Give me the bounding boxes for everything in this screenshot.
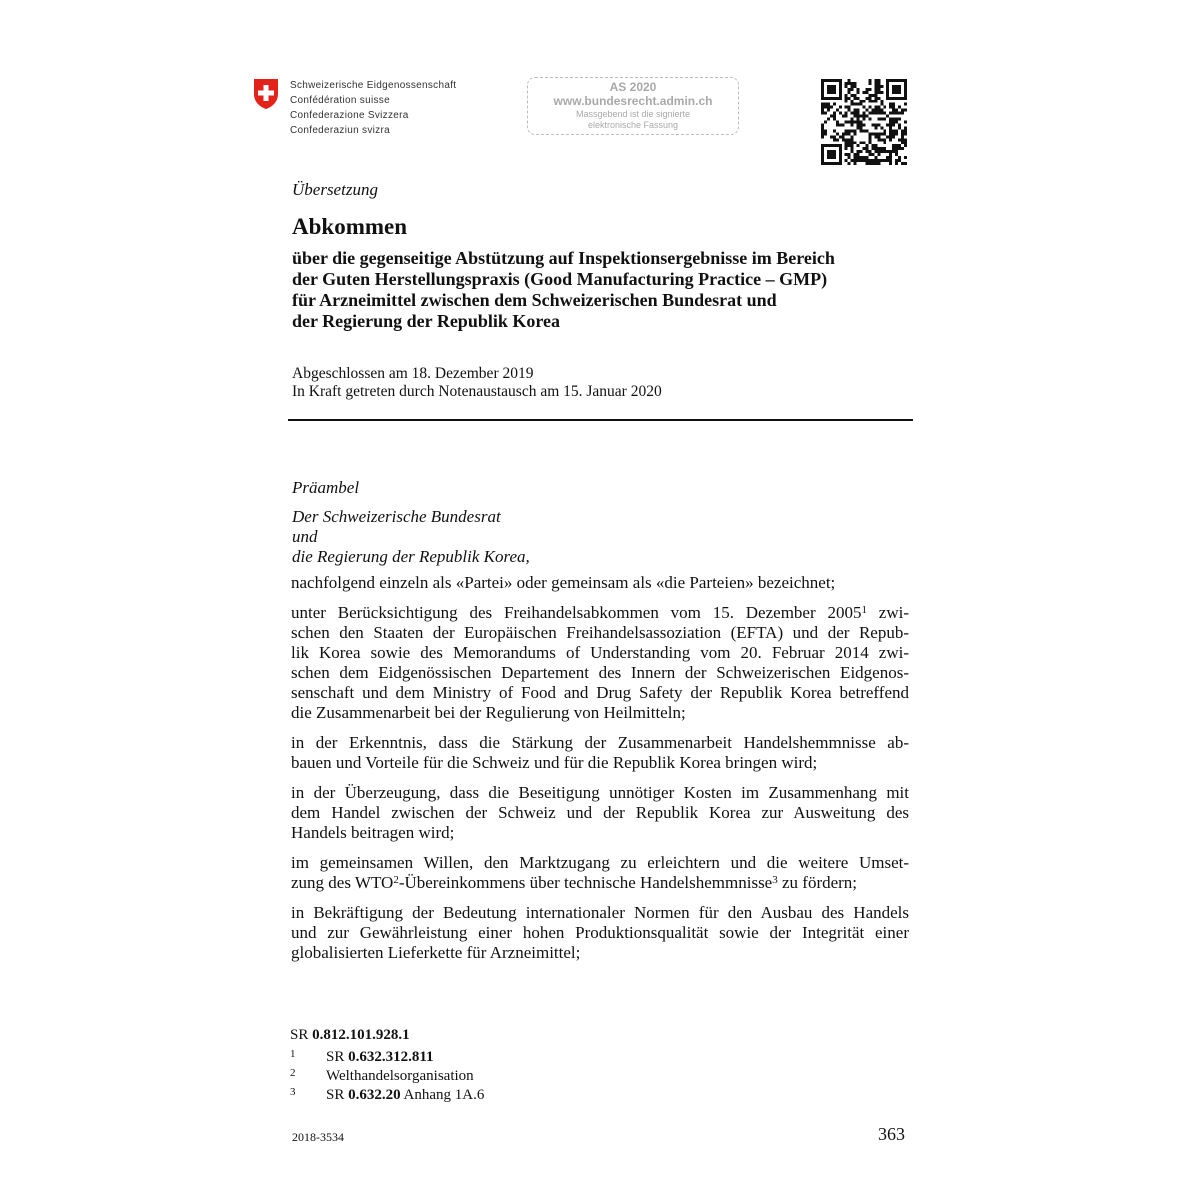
footnote	[290, 1065, 484, 1084]
text-run: zung des WTO	[291, 873, 394, 892]
confederation-name-it: Confederazione Svizzera	[290, 110, 409, 121]
preamble-paragraph	[291, 573, 909, 593]
paragraph-line: nachfolgend einzeln als «Partei» oder gemeinsam als «die Parteien» bezeichnet;	[291, 573, 836, 592]
document-code: 2018-3534	[292, 1130, 344, 1144]
paragraph-line: globalisierten Lieferkette für Arzneimittel;	[291, 943, 581, 962]
paragraph-line: in der Erkenntnis, dass die Stärkung der Zusammenarbeit Handelshemmnisse ab-	[291, 733, 909, 752]
footnote	[290, 1046, 484, 1065]
footnote-prefix: SR	[326, 1087, 349, 1103]
text-run: zu fördern;	[777, 873, 858, 892]
party-line: und	[292, 527, 318, 546]
footnote-bold: 0.632.20	[348, 1087, 401, 1103]
sr-value: 0.812.101.928.1	[312, 1027, 410, 1043]
footnote	[290, 1084, 484, 1103]
document-subtitle	[292, 248, 932, 332]
confederation-name-de: Schweizerische Eidgenossenschaft	[290, 80, 457, 91]
official-stamp	[527, 77, 739, 135]
footnote-suffix: Anhang 1A.6	[400, 1087, 485, 1103]
paragraph-line: im gemeinsamen Willen, den Marktzugang zu erleichtern und die weitere Umset-	[291, 853, 909, 872]
paragraph-line: in Bekräftigung der Bedeutung internationaler Normen für den Ausbau des Handels	[291, 903, 909, 922]
qr-code-icon	[820, 79, 908, 165]
footnote-ref: 2	[393, 874, 399, 886]
paragraph-line: Handels beitragen wird;	[291, 823, 455, 842]
preamble-body	[291, 573, 909, 973]
paragraph-line	[291, 603, 909, 623]
stamp-line-2: www.bundesrecht.admin.ch	[553, 94, 713, 108]
page-number: 363	[878, 1124, 905, 1144]
confederation-name-rm: Confederaziun svizra	[290, 125, 390, 136]
paragraph-line	[291, 873, 909, 893]
footnote-bold: 0.632.312.811	[348, 1049, 434, 1065]
translation-label: Übersetzung	[292, 180, 378, 199]
in-force-date: In Kraft getreten durch Notenaustausch am 15. Januar 2020	[292, 383, 662, 400]
party-line: Der Schweizerische Bundesrat	[292, 507, 501, 526]
subtitle-line: über die gegenseitige Abstützung auf Inspektionsergebnisse im Bereich	[292, 248, 835, 268]
footnote-ref: 3	[772, 874, 778, 886]
subtitle-line: der Guten Herstellungspraxis (Good Manufacturing Practice – GMP)	[292, 269, 828, 289]
paragraph-line: die Zusammenarbeit bei der Regulierung von Heilmitteln;	[291, 703, 686, 722]
paragraph-line: in der Überzeugung, dass die Beseitigung unnötiger Kosten im Zusammenhang mit	[291, 783, 909, 802]
preamble-paragraph	[291, 853, 909, 893]
text-run: unter Berücksichtigung des Freihandelsabkommen vom 15. Dezember 2005	[291, 603, 862, 622]
paragraph-line: schen den Staaten der Europäischen Freihandelsassoziation (EFTA) und der Repub-	[291, 623, 909, 642]
title-divider	[288, 419, 913, 421]
preamble-paragraph	[291, 603, 909, 723]
paragraph-line: senschaft und dem Ministry of Food and Drug Safety der Republik Korea betreffend	[291, 683, 909, 702]
footnotes	[290, 1046, 484, 1103]
concluded-date: Abgeschlossen am 18. Dezember 2019	[292, 365, 534, 382]
footnote-number: 3	[290, 1086, 296, 1098]
footnote-prefix: SR	[326, 1049, 349, 1065]
document-title: Abkommen	[292, 214, 408, 239]
subtitle-line: der Regierung der Republik Korea	[292, 311, 561, 331]
stamp-line-4: elektronische Fassung	[587, 120, 679, 130]
paragraph-line: dem Handel zwischen der Schweiz und der Republik Korea zur Ausweitung des	[291, 803, 909, 822]
subtitle-line: für Arzneimittel zwischen dem Schweizerischen Bundesrat und	[292, 290, 777, 310]
paragraph-line: bauen und Vorteile für die Schweiz und für die Republik Korea bringen wird;	[291, 753, 818, 772]
swiss-cross-icon	[252, 78, 280, 110]
document-dates	[292, 365, 662, 401]
stamp-line-3: Massgebend ist die signierte	[575, 109, 691, 119]
paragraph-line: schen dem Eidgenössischen Departement des Innern der Schweizerischen Eidgenos-	[291, 663, 909, 682]
confederation-name-fr: Confédération suisse	[290, 95, 390, 106]
footnote-prefix: Welthandelsorganisation	[326, 1068, 474, 1084]
paragraph-line: lik Korea sowie des Memorandums of Understanding vom 20. Februar 2014 zwi-	[291, 643, 909, 662]
text-run: -Übereinkommens über technische Handelshemmnisse	[398, 873, 773, 892]
confederation-names	[290, 78, 456, 138]
footnote-number: 1	[290, 1048, 296, 1060]
text-run: zwi-	[866, 603, 909, 622]
footnote-ref: 1	[861, 604, 867, 616]
preamble-heading: Präambel	[292, 478, 360, 497]
preamble-paragraph	[291, 733, 909, 773]
preamble-paragraph	[291, 783, 909, 843]
parties-block	[292, 507, 530, 567]
footnote-number: 2	[290, 1067, 296, 1079]
preamble-paragraph	[291, 903, 909, 963]
sr-prefix: SR	[290, 1027, 313, 1043]
sr-number	[290, 1027, 410, 1044]
party-line: die Regierung der Republik Korea,	[292, 547, 530, 566]
stamp-line-1: AS 2020	[609, 80, 657, 94]
paragraph-line: und zur Gewährleistung einer hohen Produktionsqualität sowie der Integrität einer	[291, 923, 909, 942]
